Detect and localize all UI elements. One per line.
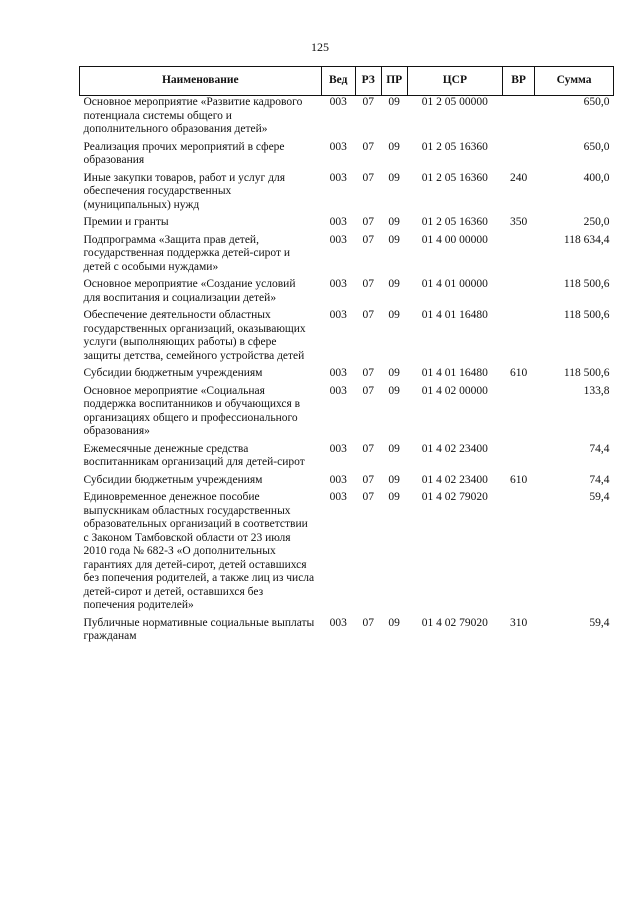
cell-csr: 01 2 05 16360 — [421, 216, 488, 228]
cell-sum: 400,0 — [583, 171, 610, 184]
cell-pr: 09 — [388, 442, 400, 455]
cell-sum: 74,4 — [589, 442, 610, 455]
table-row — [80, 278, 614, 309]
cell-pr: 09 — [388, 278, 400, 290]
cell-pr: 09 — [388, 384, 400, 397]
cell-vr: 610 — [509, 473, 528, 486]
table-row — [80, 474, 614, 492]
cell-ved: 003 — [329, 491, 347, 503]
table-row — [80, 443, 614, 474]
header-name: Наименование — [80, 67, 322, 96]
page-number: 125 — [311, 40, 329, 54]
cell-name: Субсидии бюджетным учреждениям — [83, 367, 263, 379]
cell-sum: 74,4 — [589, 473, 610, 486]
cell-sum: 118 634,4 — [563, 233, 610, 246]
cell-csr: 01 4 02 23400 — [421, 473, 488, 486]
cell-vr — [503, 385, 535, 443]
cell-pr: 09 — [388, 473, 400, 486]
cell-name: Основное мероприятие «Создание условий для воспитания и социализации детей» — [83, 278, 296, 304]
cell-vr — [503, 309, 535, 367]
cell-ved: 003 — [329, 384, 347, 397]
cell-sum: 650,0 — [583, 96, 610, 108]
table-header — [80, 67, 614, 96]
table-row — [80, 172, 614, 217]
cell-pr: 09 — [388, 96, 400, 108]
cell-name: Иные закупки товаров, работ и услуг для обеспечения государственных (муниципальных) нужд — [83, 171, 285, 211]
cell-csr: 01 4 02 79020 — [421, 491, 488, 503]
cell-csr: 01 2 05 16360 — [421, 171, 488, 184]
table-row — [80, 309, 614, 367]
cell-rz: 07 — [362, 278, 374, 290]
cell-vr: 350 — [509, 216, 528, 228]
cell-rz: 07 — [362, 140, 374, 153]
cell-sum: 650,0 — [583, 140, 610, 153]
table-row — [80, 141, 614, 172]
cell-name: Подпрограмма «Защита прав детей, государственная поддержка детей-сирот и детей с особыми нуждами» — [83, 233, 291, 273]
cell-name: Публичные нормативные социальные выплаты гражданам — [83, 616, 315, 642]
cell-vr: 310 — [509, 616, 528, 629]
cell-sum: 118 500,6 — [563, 278, 610, 290]
cell-pr: 09 — [388, 233, 400, 246]
cell-sum: 133,8 — [583, 384, 610, 397]
table-body — [80, 96, 614, 648]
cell-ved: 003 — [329, 309, 347, 321]
cell-sum: 118 500,6 — [563, 309, 610, 321]
cell-rz: 07 — [362, 233, 374, 246]
cell-csr: 01 4 02 00000 — [421, 384, 488, 397]
cell-rz: 07 — [362, 309, 374, 321]
cell-csr: 01 4 02 23400 — [421, 442, 488, 455]
header-vr: ВР — [503, 67, 535, 96]
cell-ved: 003 — [329, 216, 347, 228]
cell-ved: 003 — [329, 140, 347, 153]
cell-pr: 09 — [388, 171, 400, 184]
cell-ved: 003 — [329, 473, 347, 486]
cell-name: Ежемесячные денежные средства воспитанникам организаций для детей-сирот — [83, 442, 305, 468]
cell-vr — [503, 141, 535, 172]
cell-csr: 01 4 01 16480 — [421, 367, 488, 379]
cell-name: Обеспечение деятельности областных государственных организаций, оказывающих услуги (выполняющих работы) в сфере защиты детства, семейного устройства детей — [83, 309, 306, 362]
table-row — [80, 617, 614, 648]
cell-vr: 240 — [509, 171, 528, 184]
cell-csr: 01 2 05 00000 — [421, 96, 488, 108]
cell-csr: 01 4 01 00000 — [421, 278, 488, 290]
cell-rz: 07 — [362, 384, 374, 397]
cell-name: Премии и гранты — [83, 216, 169, 228]
cell-rz: 07 — [362, 491, 374, 503]
cell-csr: 01 4 01 16480 — [421, 309, 488, 321]
cell-rz: 07 — [362, 616, 374, 629]
table-row — [80, 367, 614, 385]
cell-name: Реализация прочих мероприятий в сфере образования — [83, 140, 285, 166]
cell-rz: 07 — [362, 216, 374, 228]
cell-csr: 01 2 05 16360 — [421, 140, 488, 153]
cell-rz: 07 — [362, 442, 374, 455]
cell-vr: 610 — [509, 367, 528, 379]
cell-rz: 07 — [362, 96, 374, 108]
cell-ved: 003 — [329, 171, 347, 184]
cell-sum: 59,4 — [589, 616, 610, 629]
header-sum: Сумма — [535, 67, 614, 96]
table-row — [80, 216, 614, 234]
cell-vr — [503, 96, 535, 141]
table-row — [80, 491, 614, 617]
cell-name: Единовременное денежное пособие выпускникам областных государственных образовательных организаций в соответствии с Законом Тамбовской области от 23 июля 2010 года № 682-З «О дополнительных гарантиях для детей-сирот, детей оставшихся без попечения родителей, а также лиц из числа детей-сирот и детей, оставшихся без попечения родителей» — [83, 491, 315, 611]
cell-name: Основное мероприятие «Социальная поддержка воспитанников и обучающихся в организациях общего и профессионального образования» — [83, 384, 301, 437]
cell-ved: 003 — [329, 616, 347, 629]
cell-vr — [503, 234, 535, 279]
cell-pr: 09 — [388, 216, 400, 228]
cell-ved: 003 — [329, 278, 347, 290]
cell-rz: 07 — [362, 367, 374, 379]
cell-ved: 003 — [329, 367, 347, 379]
cell-pr: 09 — [388, 309, 400, 321]
header-pr: ПР — [381, 67, 407, 96]
budget-table — [79, 66, 614, 648]
header-ved: Вед — [321, 67, 355, 96]
header-rz: РЗ — [355, 67, 381, 96]
table-row — [80, 234, 614, 279]
cell-pr: 09 — [388, 140, 400, 153]
cell-ved: 003 — [329, 233, 347, 246]
table-row — [80, 96, 614, 141]
table-row — [80, 385, 614, 443]
cell-ved: 003 — [329, 442, 347, 455]
cell-name: Основное мероприятие «Развитие кадрового потенциала системы общего и дополнительного образования детей» — [83, 96, 303, 135]
cell-pr: 09 — [388, 616, 400, 629]
cell-pr: 09 — [388, 367, 400, 379]
cell-vr — [503, 491, 535, 617]
cell-rz: 07 — [362, 473, 374, 486]
header-csr: ЦСР — [407, 67, 502, 96]
cell-rz: 07 — [362, 171, 374, 184]
cell-vr — [503, 278, 535, 309]
cell-sum: 250,0 — [583, 216, 610, 228]
cell-csr: 01 4 02 79020 — [421, 616, 488, 629]
cell-csr: 01 4 00 00000 — [421, 233, 488, 246]
cell-ved: 003 — [329, 96, 347, 108]
cell-sum: 118 500,6 — [563, 367, 610, 379]
cell-vr — [503, 443, 535, 474]
cell-sum: 59,4 — [589, 491, 610, 503]
cell-name: Субсидии бюджетным учреждениям — [83, 473, 263, 486]
cell-pr: 09 — [388, 491, 400, 503]
